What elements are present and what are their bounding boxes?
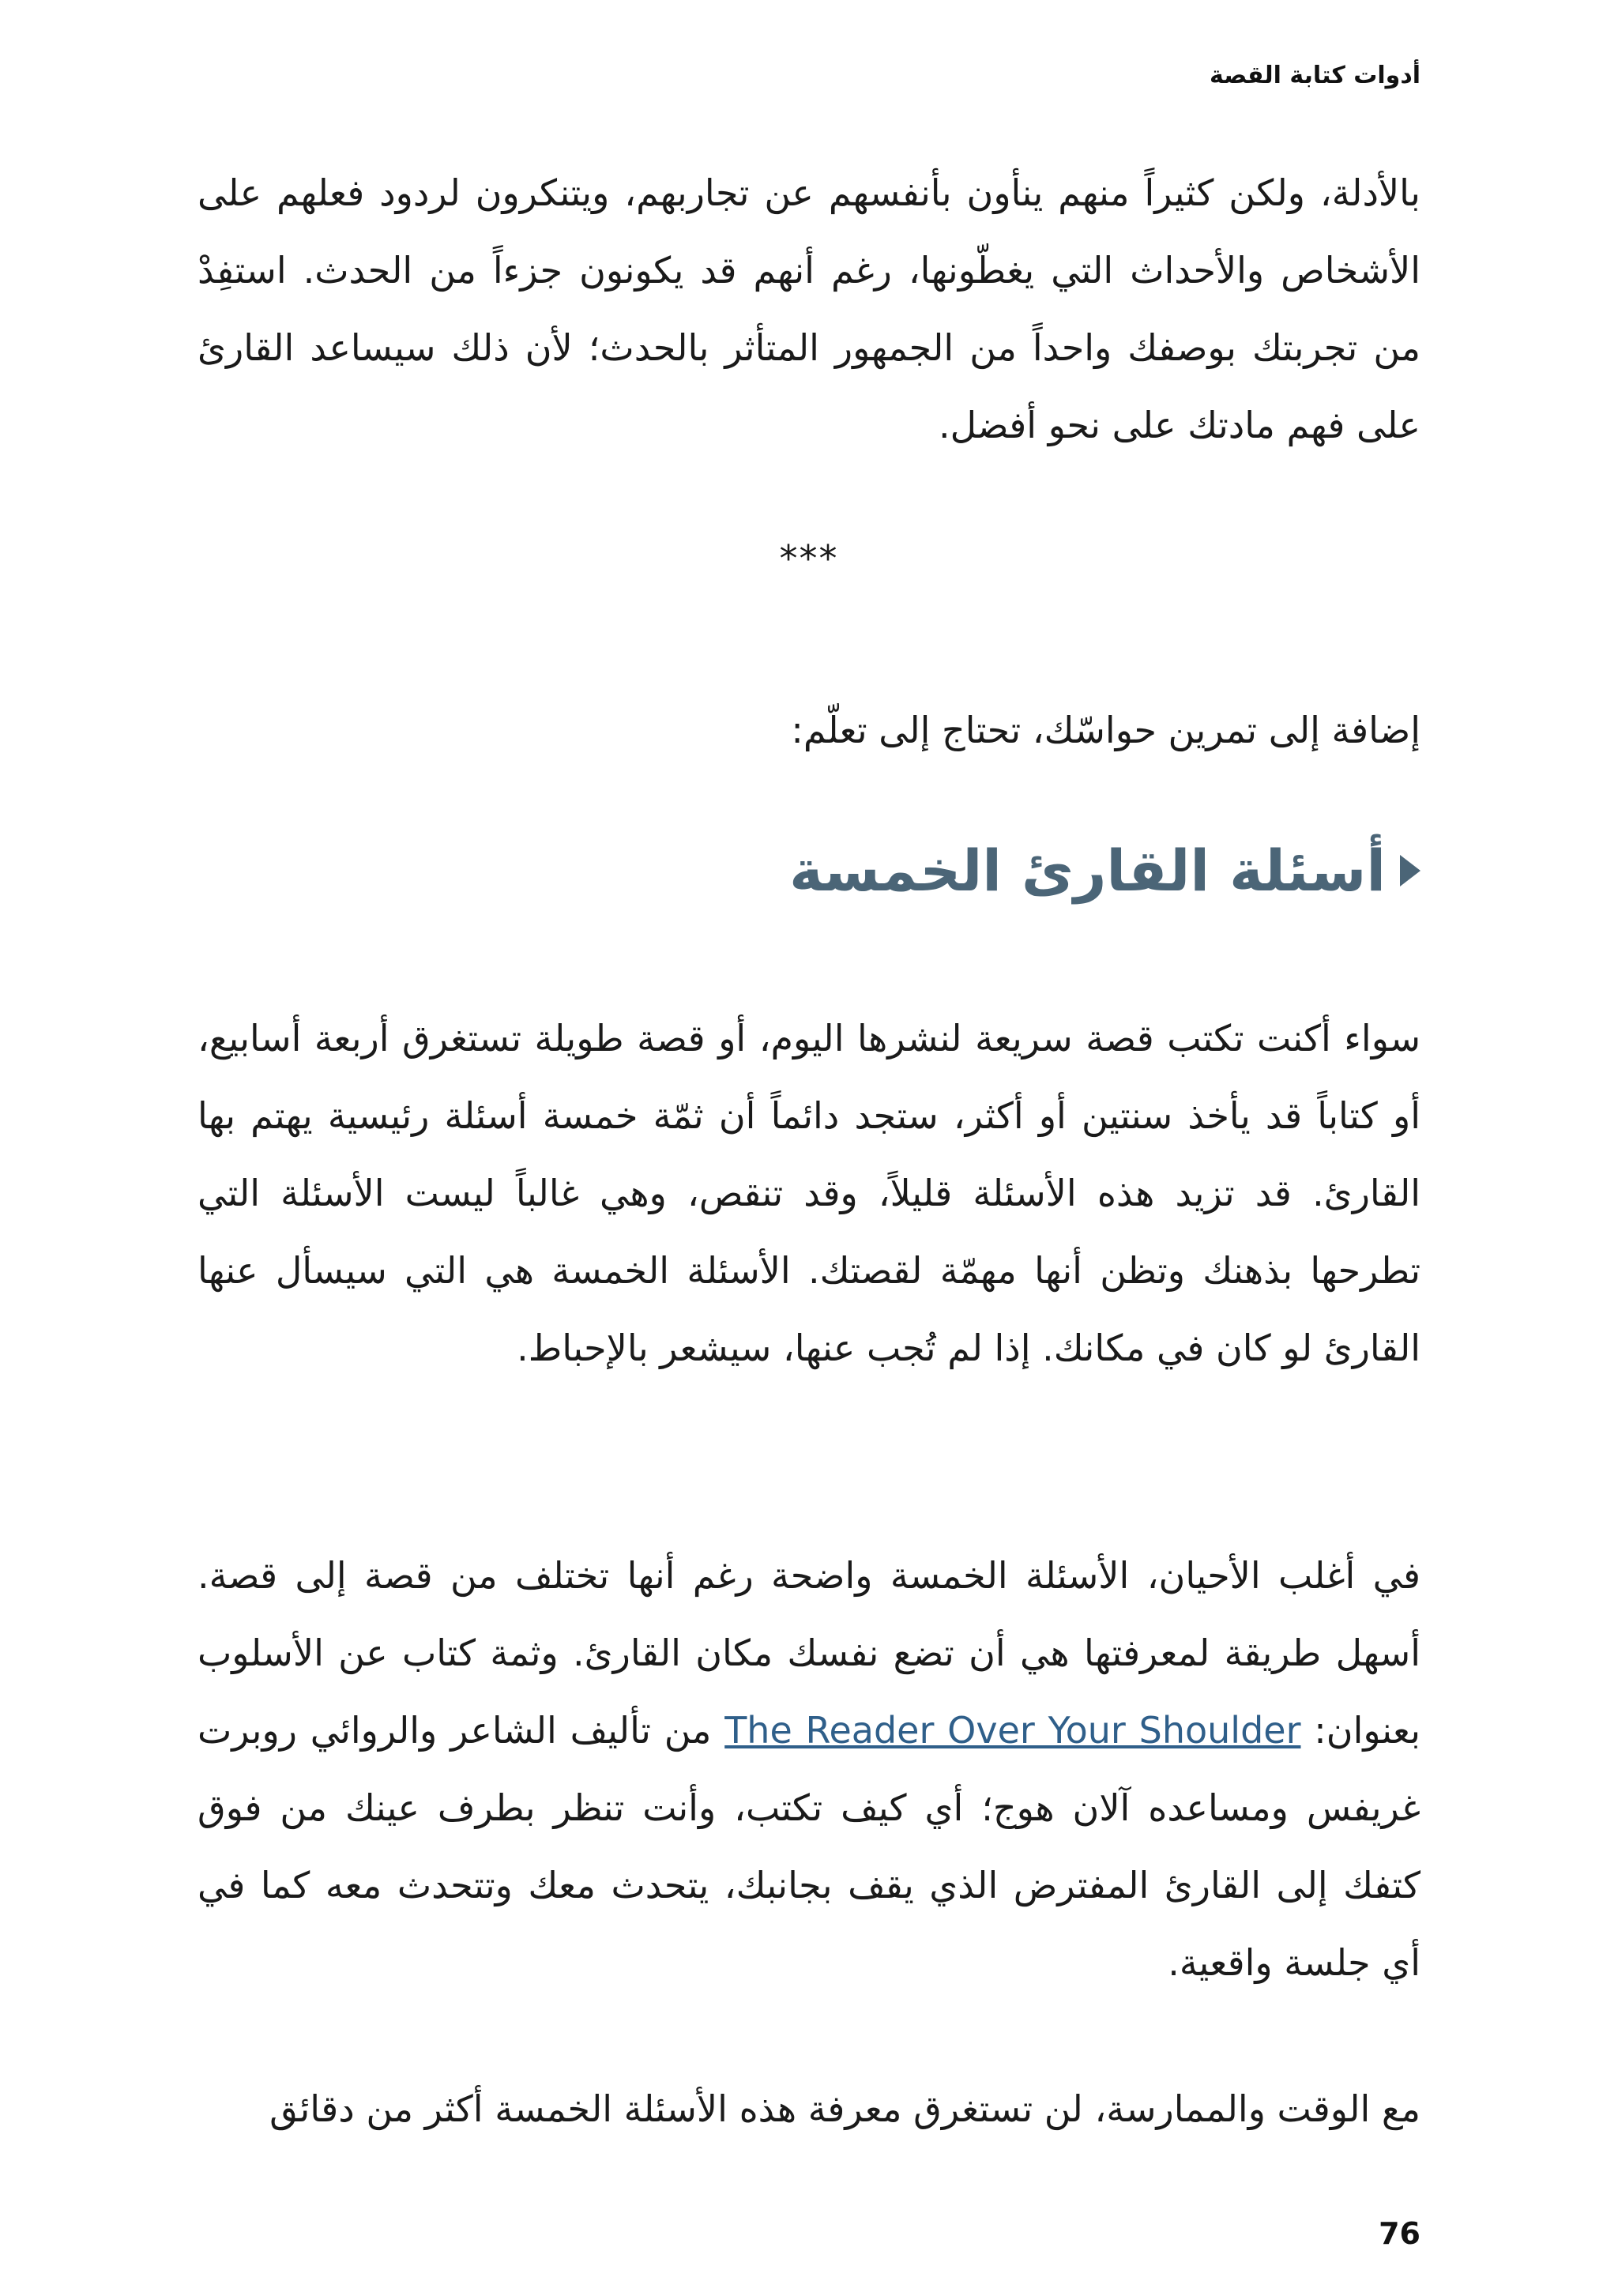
section-heading [789, 837, 1420, 904]
body-paragraph-with-link [198, 1537, 1420, 2001]
running-header: أدوات كتابة القصة [1210, 62, 1420, 89]
paragraph-text: في أغلب الأحيان، الأسئلة الخمسة واضحة رغم أنها تختلف من قصة إلى قصة. أسهل طريقة لمعرفتها هي أن تضع نفسك مكان القارئ. وثمة كتاب عن الأسلوب بعنوان: [198, 1554, 1420, 1752]
section-separator: *** [779, 537, 839, 580]
section-heading-text: أسئلة القارئ الخمسة [789, 837, 1386, 904]
book-title-link[interactable]: The Reader Over Your Shoulder [724, 1709, 1301, 1752]
page-number: 76 [1379, 2216, 1420, 2251]
triangle-marker-icon [1400, 855, 1420, 886]
body-paragraph: سواء أكنت تكتب قصة سريعة لنشرها اليوم، أو قصة طويلة تستغرق أربعة أسابيع، أو كتاباً قد يأخذ سنتين أو أكثر، ستجد دائماً أن ثمّة خمسة أسئلة رئيسية يهتم بها القارئ. قد تزيد هذه الأسئلة قليلاً، وقد تنقص، وهي غالباً ليست الأسئلة التي تطرحها بذهنك وتظن أنها مهمّة لقصتك. الأسئلة الخمسة هي التي سيسأل عنها القارئ لو كان في مكانك. إذا لم تُجب عنها، سيشعر بالإحباط. [198, 1017, 1420, 1369]
body-paragraph: مع الوقت والممارسة، لن تستغرق معرفة هذه الأسئلة الخمسة أكثر من دقائق [269, 2087, 1420, 2130]
paragraph-text: من تأليف الشاعر والروائي روبرت غريفس ومساعده آلان هوج؛ أي كيف تكتب، وأنت تنظر بطرف عينك من فوق كتفك إلى القارئ المفترض الذي يقف بجانبك، يتحدث معك وتتحدث معه كما في أي جلسة واقعية. [198, 1709, 1420, 1984]
book-page [198, 0, 1420, 2296]
body-paragraph: إضافة إلى تمرين حواسّك، تحتاج إلى تعلّم: [791, 709, 1420, 751]
body-paragraph: بالأدلة، ولكن كثيراً منهم ينأون بأنفسهم عن تجاربهم، ويتنكرون لردود فعلهم على الأشخاص والأحداث التي يغطّونها، رغم أنهم قد يكونون جزءاً من الحدث. استفِدْ من تجربتك بوصفك واحداً من الجمهور المتأثر بالحدث؛ لأن ذلك سيساعد القارئ على فهم مادتك على نحو أفضل. [198, 171, 1420, 446]
